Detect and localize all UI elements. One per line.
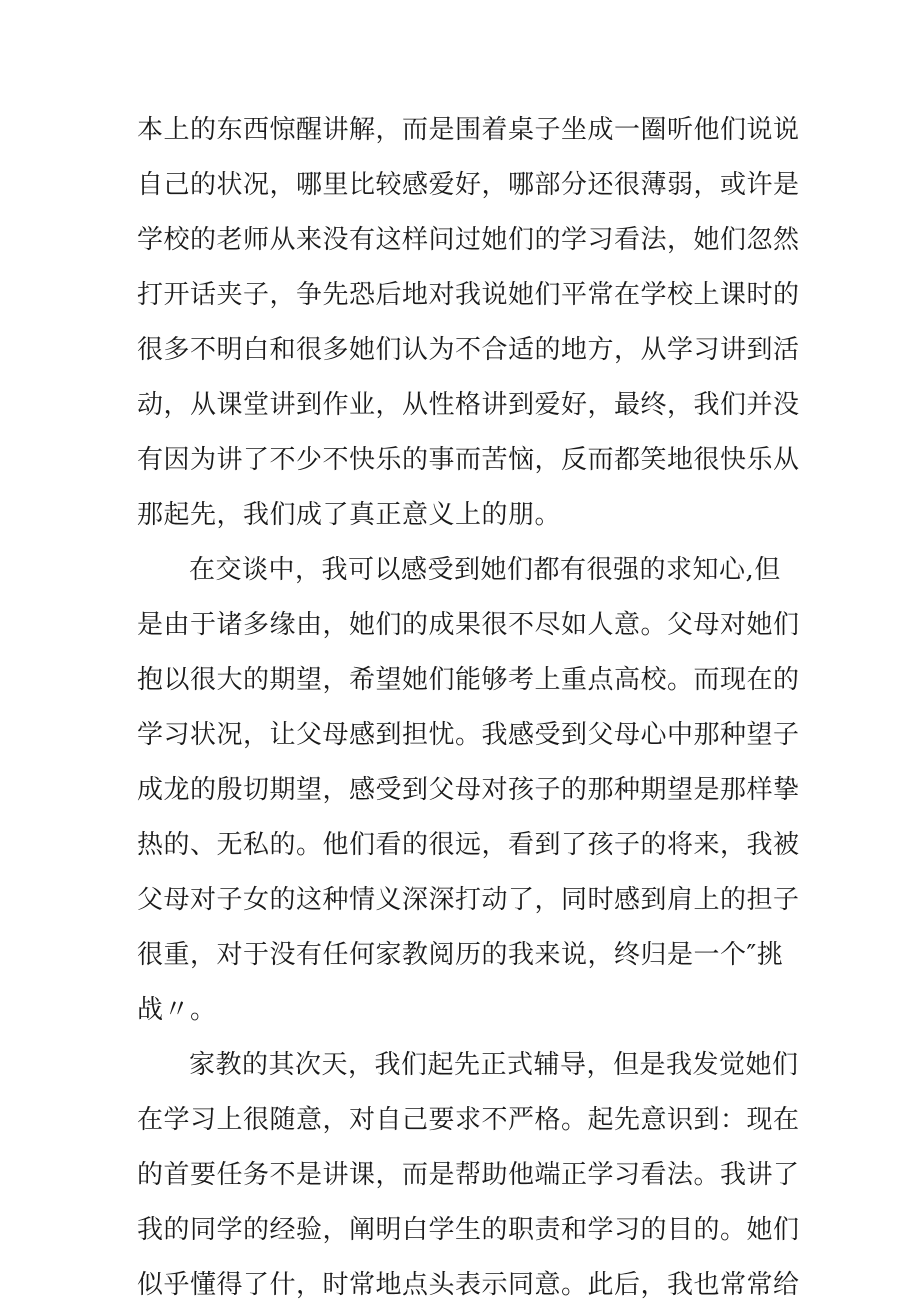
paragraph-1 [137,103,800,543]
text-line: 战〃。 [137,995,217,1025]
text-line: 很重，对于没有任何家教阅历的我来说，终归是一个″挑 [137,940,784,970]
text-line: 家教的其次天，我们起先正式辅导，但是我发觉她们 [189,1050,799,1080]
text-line: 似乎懂得了什，时常地点头表示同意。此后，我也常常给 [137,1270,800,1300]
text-line: 抱以很大的期望，希望她们能够考上重点高校。而现在的 [137,665,800,695]
text-line: 本上的东西惊醒讲解，而是围着桌子坐成一圈听他们说说 [137,115,800,145]
text-line: 的首要任务不是讲课，而是帮助他端正学习看法。我讲了 [137,1160,800,1190]
text-line: 动，从课堂讲到作业，从性格讲到爱好，最终，我们并没 [137,390,800,420]
text-line: 打开话夹子，争先恐后地对我说她们平常在学校上课时的 [137,280,800,310]
text-line: 我的同学的经验，阐明白学生的职责和学习的目的。她们 [137,1215,800,1245]
text-line: 是由于诸多缘由，她们的成果很不尽如人意。父母对她们 [137,610,800,640]
paragraph-2 [137,543,800,1038]
text-line: 那起先，我们成了真正意义上的朋。 [137,500,562,530]
text-line: 有因为讲了不少不快乐的事而苦恼，反而都笑地很快乐从 [137,445,800,475]
text-line: 在学习上很随意，对自己要求不严格。起先意识到：现在 [137,1105,800,1135]
paragraph-3 [137,1038,800,1313]
text-line: 热的、无私的。他们看的很远，看到了孩子的将来，我被 [137,830,800,860]
text-line: 学习状况，让父母感到担忧。我感受到父母心中那种望子 [137,720,800,750]
document-body [137,103,800,1313]
text-line: 成龙的殷切期望，感受到父母对孩子的那种期望是那样挚 [137,775,800,805]
text-line: 很多不明白和很多她们认为不合适的地方，从学习讲到活 [137,335,800,365]
text-line: 自己的状况，哪里比较感爱好，哪部分还很薄弱，或许是 [137,170,800,200]
text-line: 在交谈中，我可以感受到她们都有很强的求知心,但 [189,555,781,585]
text-line: 学校的老师从来没有这样问过她们的学习看法，她们忽然 [137,225,800,255]
text-line: 父母对子女的这种情义深深打动了，同时感到肩上的担子 [137,885,800,915]
